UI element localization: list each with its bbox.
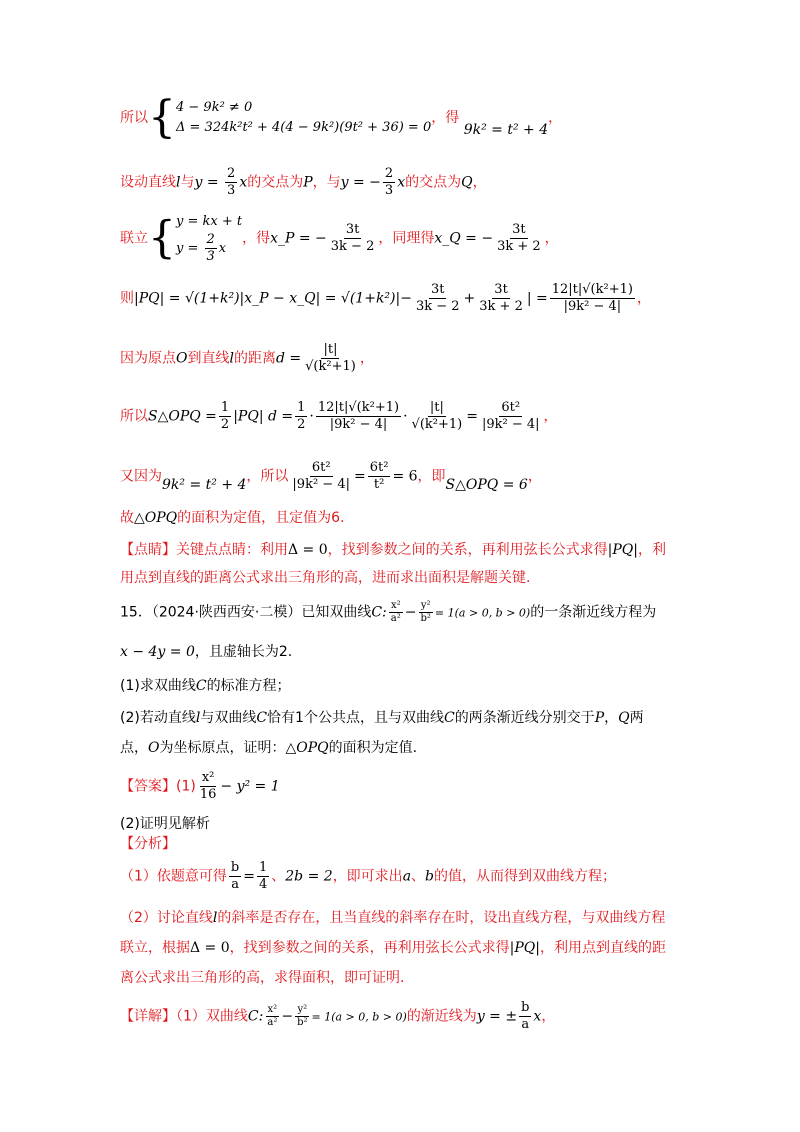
equation: Δ = 0 [288, 542, 328, 558]
denominator: |9k² − 4| [481, 417, 540, 432]
denominator: a² [390, 613, 401, 624]
equation: |PQ| d = [233, 408, 294, 425]
text: ，即 [417, 468, 446, 485]
text: ， [636, 290, 651, 307]
equation: = 1(a > 0, b > 0) [311, 1010, 407, 1024]
text: 的渐近线为 [406, 1008, 477, 1025]
equation: y = [194, 174, 224, 191]
text: 点， [120, 740, 148, 756]
key-point-note-line1 [120, 540, 690, 560]
denominator: √(k²+1) [305, 359, 356, 374]
fraction [295, 400, 307, 433]
operator: − [404, 604, 417, 621]
problem-15-stem-cont [120, 642, 690, 662]
problem-15-part1 [120, 676, 690, 696]
variable: x [533, 1008, 542, 1025]
line-area [120, 400, 690, 444]
numerator: 6t² [369, 460, 389, 475]
equation: 2b = 2 [285, 868, 333, 885]
equation: S△OPQ = 6 [445, 476, 528, 493]
text: ，所以 [246, 468, 289, 485]
operator: = [466, 408, 478, 425]
text: ， [359, 350, 374, 367]
fraction [519, 1000, 531, 1033]
text: 与 [180, 174, 195, 191]
variable: P [303, 174, 313, 191]
variable: x [397, 174, 406, 191]
problem-15-stem [120, 600, 690, 634]
numerator: 1 [220, 400, 230, 415]
text: (2)若动直线 [120, 710, 196, 726]
numerator: y² [420, 600, 431, 611]
fraction [290, 460, 352, 493]
variable: l [195, 710, 201, 726]
analysis-part2-cont [120, 938, 690, 958]
problem-15-part2-cont [120, 738, 690, 758]
numerator: 3t [494, 282, 508, 297]
fraction [368, 460, 391, 493]
fraction [495, 222, 543, 255]
text: 的斜率是否存在，且当直线的斜率存在时，设出直线方程，与双曲线方程 [217, 910, 666, 926]
fraction [219, 400, 231, 433]
operator: = [353, 468, 366, 485]
fraction [265, 1004, 279, 1029]
fraction [419, 600, 433, 625]
denominator: 3k + 2 [479, 299, 523, 314]
denominator: 3k + 2 [497, 239, 541, 254]
text: ， [544, 230, 559, 247]
denominator: a² [267, 1017, 278, 1028]
operator: | = [526, 290, 548, 307]
fraction [477, 282, 525, 315]
text: 、 [411, 868, 426, 885]
left-brace: { [148, 92, 176, 143]
equation: x − 4y = 0 [120, 644, 195, 660]
equation-system [176, 212, 242, 265]
detailed-solution [120, 1000, 690, 1036]
text: （1）依题意可得 [120, 868, 227, 885]
text: 联立 [120, 230, 148, 247]
text: 与双曲线 [200, 710, 257, 726]
text: ， [548, 110, 563, 126]
equation: d = [275, 350, 302, 367]
denominator: √(k²+1) [411, 417, 463, 432]
equation: x_P = − [270, 230, 327, 247]
equation: = 1(a > 0, b > 0) [434, 606, 531, 620]
text: 的面积为定值. [328, 740, 418, 756]
denominator: b² [297, 1017, 308, 1028]
variable: x [239, 174, 248, 191]
answer-line [120, 770, 690, 806]
equation: Δ = 324k²t² + 4(4 − 9k²)(9t² + 36) = 0 [176, 120, 432, 135]
fraction [229, 860, 241, 893]
equation: − y² = 1 [220, 778, 280, 795]
denominator: |9k² − 4| [563, 299, 622, 314]
denominator: 3 [206, 249, 215, 264]
equation: △OPQ [285, 740, 329, 756]
text: 的两条渐近线分别交于 [454, 710, 595, 726]
fraction [316, 400, 401, 433]
denominator: a [231, 877, 239, 892]
numerator: 3t [430, 282, 445, 297]
numerator: |t| [429, 400, 444, 415]
variable: x [218, 241, 227, 256]
equation: |PQ| = √(1+k²)|x_P − x_Q| = √(1+k²)|− [134, 290, 412, 307]
line-area-constant [120, 460, 690, 504]
text: 为坐标原点，证明： [159, 740, 286, 756]
fraction [414, 282, 462, 315]
text: ，利用点到直线的距 [540, 940, 666, 956]
numerator: y² [297, 1004, 308, 1015]
operator: + [463, 290, 476, 307]
text: ， [543, 408, 558, 425]
denominator: 2 [297, 417, 306, 432]
variable: C [443, 710, 455, 726]
numerator: 2 [206, 232, 215, 247]
fraction [329, 222, 377, 255]
denominator: t² [373, 477, 385, 492]
numerator: b [521, 1000, 530, 1015]
key-point-note-line2: 用点到直线的距离公式求出三角形的高，进而求出面积是解题关键. [120, 570, 531, 586]
equation: Δ = 0 [190, 940, 230, 956]
variable: l [176, 174, 181, 191]
numerator: 1 [297, 400, 306, 415]
fraction [410, 400, 465, 433]
text: 的标准方程； [206, 678, 291, 694]
text: 所以 [120, 110, 148, 126]
text: 因为原点 [120, 350, 176, 367]
text: 、 [271, 868, 286, 885]
equation: △OPQ [134, 510, 178, 526]
numerator: 1 [258, 860, 268, 875]
variable: O [176, 350, 188, 367]
numerator: x² [201, 770, 215, 785]
line-system-delta [120, 92, 690, 156]
variable: C: [371, 604, 387, 621]
equation: x_Q = − [434, 230, 494, 247]
operator: = [243, 868, 255, 885]
text: 到直线 [187, 350, 230, 367]
text: 故 [120, 510, 134, 526]
equation: y = − [340, 174, 381, 191]
variable: l [212, 910, 218, 926]
numerator: 3t [345, 222, 360, 237]
operator: · [403, 408, 408, 425]
variable: C: [247, 1008, 264, 1025]
variable: P [594, 710, 605, 726]
numerator: x² [267, 1004, 278, 1015]
line-intersections [120, 166, 690, 202]
equation: y = [176, 241, 203, 256]
equation: y = kx + t [176, 214, 243, 229]
line-distance [120, 342, 690, 382]
operator: − [281, 1008, 294, 1025]
fraction [295, 1004, 309, 1029]
fraction [389, 600, 403, 625]
text: ，同理得 [378, 230, 435, 247]
text: 【详解】（1）双曲线 [120, 1008, 248, 1025]
text: 两 [629, 710, 644, 726]
variable: l [229, 350, 234, 367]
answer-part2: (2)证明见解析 [120, 816, 210, 832]
variable: C [256, 710, 268, 726]
variable: O [148, 740, 160, 756]
equation: 4 − 9k² ≠ 0 [176, 100, 253, 115]
line-conclusion [120, 508, 690, 528]
text: 联立，根据 [120, 940, 190, 956]
text: ， [472, 174, 487, 191]
operator: · [309, 408, 314, 425]
left-brace: { [148, 212, 176, 264]
denominator: 2 [220, 417, 230, 432]
denominator: 3k − 2 [415, 299, 460, 314]
denominator: b² [420, 613, 431, 624]
numerator: 12|t|√(k²+1) [551, 282, 633, 297]
denominator: |9k² − 4| [292, 477, 350, 492]
denominator: 3k − 2 [330, 239, 375, 254]
analysis-part2 [120, 908, 690, 928]
line-chord-length [120, 282, 690, 326]
denominator: 3 [384, 183, 394, 198]
numerator: 2 [384, 166, 394, 181]
numerator: 12|t|√(k²+1) [317, 400, 400, 415]
fraction [257, 860, 269, 893]
text: 15．（2024·陕西西安·二模）已知双曲线 [120, 604, 372, 621]
numerator: 6t² [311, 460, 331, 475]
line-simultaneous [120, 212, 690, 270]
denominator: 3 [227, 183, 236, 198]
equation: |PQ| [607, 542, 638, 558]
equation-system [176, 98, 431, 138]
numerator: x² [390, 600, 401, 611]
text: ，即可求出 [332, 868, 403, 885]
fraction [550, 282, 635, 315]
text: ，得 [242, 230, 271, 247]
text: 的距离 [233, 350, 276, 367]
analysis-part1 [120, 860, 690, 898]
analysis-heading: 【分析】 [120, 836, 176, 852]
equation: 9k² = t² + 4 [162, 476, 247, 493]
denominator: 16 [199, 787, 217, 802]
fraction [303, 342, 358, 375]
variable: b [425, 868, 435, 885]
text: 所以 [120, 408, 148, 425]
text: 的交点为 [405, 174, 462, 191]
variable: a [402, 868, 412, 885]
text: 则 [120, 290, 134, 307]
text: 的交点为 [247, 174, 304, 191]
denominator: a [521, 1017, 530, 1032]
text: ， [541, 1008, 556, 1025]
denominator: |9k² − 4| [329, 417, 388, 432]
text: 恰有1个公共点，且与双曲线 [267, 710, 444, 726]
text: 【答案】(1) [120, 778, 196, 795]
text: 设动直线 [120, 174, 176, 191]
equation: |PQ| [509, 940, 540, 956]
denominator: 4 [258, 877, 268, 892]
variable: Q [461, 174, 473, 191]
text: ，得 [431, 110, 460, 126]
fraction [383, 166, 395, 199]
text: ，找到参数之间的关系，再利用弦长公式求得 [327, 542, 608, 558]
text: ，与 [312, 174, 341, 191]
numerator: 6t² [501, 400, 521, 415]
text: ，且虚轴长为2. [194, 644, 293, 660]
numerator: 3t [512, 222, 526, 237]
numerator: 2 [227, 166, 236, 181]
text: 的面积为定值，且定值为6. [177, 510, 345, 526]
fraction [225, 166, 237, 199]
text: ，找到参数之间的关系，再利用弦长公式求得 [229, 940, 510, 956]
text: 的值，从而得到双曲线方程； [434, 868, 617, 885]
text: ，利 [638, 542, 666, 558]
text: (1)求双曲线 [120, 678, 196, 694]
variable: C [195, 678, 207, 694]
variable: Q [618, 710, 630, 726]
text: ， [527, 468, 542, 485]
equation: 9k² = t² + 4 [463, 122, 549, 138]
text: 【点睛】关键点点睛：利用 [120, 542, 288, 558]
analysis-part2-end: 离公式求出三角形的高，求得面积，即可证明. [120, 970, 405, 986]
text: ， [604, 710, 619, 726]
equation: = 6 [392, 468, 418, 485]
numerator: |t| [323, 342, 338, 357]
text: 又因为 [120, 468, 162, 485]
text: 的一条渐近线方程为 [530, 604, 657, 621]
problem-15-part2 [120, 708, 690, 728]
equation: y = ± [476, 1008, 518, 1025]
text: （2）讨论直线 [120, 910, 213, 926]
fraction [205, 232, 217, 265]
fraction [198, 770, 219, 803]
fraction [480, 400, 542, 433]
equation: S△OPQ = [148, 408, 217, 425]
numerator: b [230, 860, 240, 875]
